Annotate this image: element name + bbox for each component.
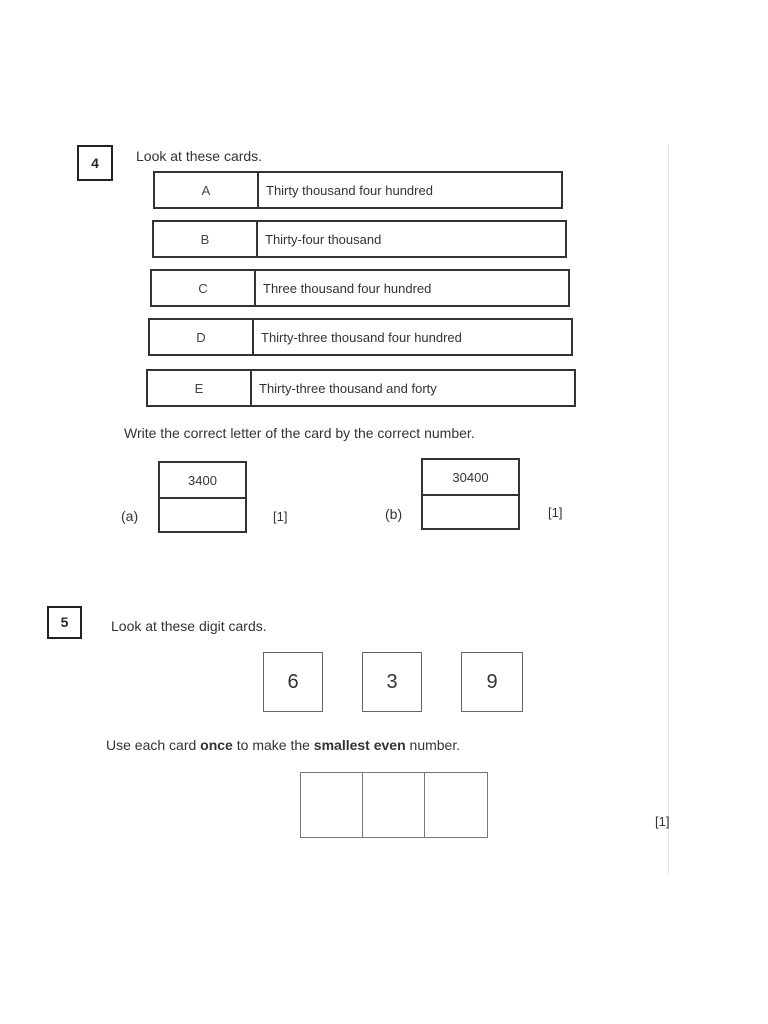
part-b-box bbox=[421, 458, 520, 530]
instruction-part: Use each card bbox=[106, 737, 201, 753]
page-margin-line bbox=[668, 145, 669, 875]
card-b bbox=[152, 220, 567, 258]
answer-cell-1[interactable] bbox=[301, 773, 363, 837]
question-5-intro: Look at these digit cards. bbox=[111, 618, 267, 634]
card-words: Thirty-four thousand bbox=[265, 231, 382, 247]
card-letter: A bbox=[155, 173, 259, 207]
part-b-label: (b) bbox=[385, 506, 403, 522]
card-letter: D bbox=[150, 320, 254, 354]
instruction-part: number. bbox=[405, 737, 461, 753]
digit-card-3: 3 bbox=[362, 652, 422, 712]
part-a-answer-field[interactable] bbox=[160, 499, 245, 533]
digit-card-9: 9 bbox=[461, 652, 523, 712]
question-4-intro: Look at these cards. bbox=[136, 148, 263, 164]
question-5-mark: [1] bbox=[655, 814, 670, 829]
question-4-number: 4 bbox=[77, 145, 113, 181]
instruction-part: to make the bbox=[232, 737, 314, 753]
part-a-mark: [1] bbox=[273, 509, 288, 524]
instruction-emphasis-once: once bbox=[200, 737, 233, 753]
question-4-instruction: Write the correct letter of the card by the correct number. bbox=[124, 425, 475, 441]
card-c bbox=[150, 269, 570, 307]
card-a bbox=[153, 171, 563, 209]
card-words: Three thousand four hundred bbox=[263, 280, 432, 296]
part-b-number: 30400 bbox=[423, 460, 518, 496]
answer-cell-3[interactable] bbox=[425, 773, 487, 837]
part-a-label: (a) bbox=[121, 508, 139, 524]
card-letter: B bbox=[154, 222, 258, 256]
card-words: Thirty-three thousand and forty bbox=[259, 380, 437, 396]
part-b-answer-field[interactable] bbox=[423, 496, 518, 530]
card-d bbox=[148, 318, 573, 356]
question-5-instruction bbox=[106, 737, 460, 753]
question-5-answer-boxes bbox=[300, 772, 488, 838]
part-b-mark: [1] bbox=[548, 505, 563, 520]
card-words: Thirty thousand four hundred bbox=[266, 182, 433, 198]
card-letter: E bbox=[148, 371, 252, 405]
part-a-box bbox=[158, 461, 247, 533]
instruction-emphasis-smallest-even: smallest even bbox=[313, 737, 406, 753]
card-e bbox=[146, 369, 576, 407]
part-a-number: 3400 bbox=[160, 463, 245, 499]
card-words: Thirty-three thousand four hundred bbox=[261, 329, 462, 345]
card-letter: C bbox=[152, 271, 256, 305]
digit-card-6: 6 bbox=[263, 652, 323, 712]
answer-cell-2[interactable] bbox=[363, 773, 425, 837]
question-5-number: 5 bbox=[47, 606, 82, 639]
